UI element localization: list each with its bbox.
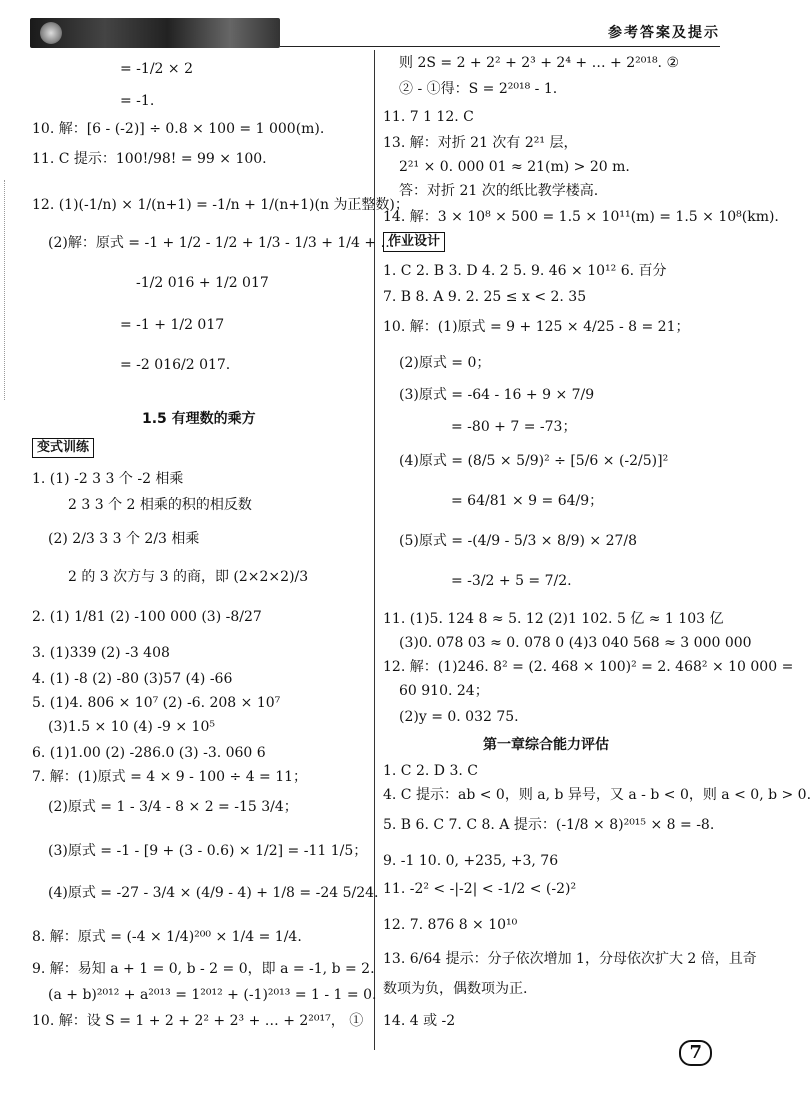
answer-line: = -1 + 1/2 017 xyxy=(120,317,225,333)
answer-line: (3)0. 078 03 ≈ 0. 078 0 (4)3 040 568 ≈ 3 000 000 xyxy=(399,635,752,651)
answer-line: 1. C 2. D 3. C xyxy=(383,763,478,779)
answer-line: 10. 解：(1)原式 = 9 + 125 × 4/25 - 8 = 21； xyxy=(383,319,690,335)
answer-line: 答：对折 21 次的纸比教学楼高. xyxy=(399,183,599,199)
answer-line: 1. (1) -2 3 3 个 -2 相乘 xyxy=(32,471,184,487)
section-label-box: 作业设计 xyxy=(383,232,445,252)
answer-line: 4. (1) -8 (2) -80 (3)57 (4) -66 xyxy=(32,671,233,687)
answer-line: 6. (1)1.00 (2) -286.0 (3) -3. 060 6 xyxy=(32,745,266,761)
answer-line: 14. 解：3 × 10⁸ × 500 = 1.5 × 10¹¹(m) = 1.5 × 10⁸(km). xyxy=(383,209,779,225)
answer-line: (a + b)²⁰¹² + a²⁰¹³ = 1²⁰¹² + (-1)²⁰¹³ = 1 - 1 = 0. xyxy=(48,987,377,1003)
answer-line: 7. B 8. A 9. 2. 25 ≤ x < 2. 35 xyxy=(383,289,587,305)
answer-line: 11. 7 1 12. C xyxy=(383,109,474,125)
answer-line: 2²¹ × 0. 000 01 ≈ 21(m) > 20 m. xyxy=(399,159,630,175)
answer-line: = -1/2 × 2 xyxy=(120,61,193,77)
answer-line: 5. B 6. C 7. C 8. A 提示：(-1/8 × 8)²⁰¹⁵ × 8 = -8. xyxy=(383,817,715,833)
header-banner-image xyxy=(30,18,280,48)
answer-line: (2) 2/3 3 3 个 2/3 相乘 xyxy=(48,531,200,547)
answer-line: 数项为负，偶数项为正. xyxy=(383,981,528,997)
answer-line: (3)原式 = -64 - 16 + 9 × 7/9 xyxy=(399,387,595,403)
answer-line: = -2 016/2 017. xyxy=(120,357,231,373)
header-rule xyxy=(280,46,720,47)
answer-line: 4. C 提示：ab < 0，则 a, b 异号，又 a - b < 0，则 a < 0, b > 0. xyxy=(383,787,811,803)
answer-line: 13. 解：对折 21 次有 2²¹ 层， xyxy=(383,135,578,151)
answer-line: 2 3 3 个 2 相乘的积的相反数 xyxy=(68,497,252,513)
answer-line: 则 2S = 2 + 2² + 2³ + 2⁴ + … + 2²⁰¹⁸. ② xyxy=(399,55,680,71)
answer-line: (2)原式 = 1 - 3/4 - 8 × 2 = -15 3/4； xyxy=(48,799,298,815)
answer-line: -1/2 016 + 1/2 017 xyxy=(136,275,269,291)
answer-line: 11. (1)5. 124 8 ≈ 5. 12 (2)1 102. 5 亿 ≈ 1 103 亿 xyxy=(383,611,724,627)
section-label-box: 变式训练 xyxy=(32,438,94,458)
answer-line: 3. (1)339 (2) -3 408 xyxy=(32,645,170,661)
answer-line: 2. (1) 1/81 (2) -100 000 (3) -8/27 xyxy=(32,609,262,625)
answer-line: 60 910. 24； xyxy=(399,683,489,699)
answer-line: = -3/2 + 5 = 7/2. xyxy=(451,573,572,589)
answer-line: = -80 + 7 = -73； xyxy=(451,419,577,435)
answer-line: 7. 解：(1)原式 = 4 × 9 - 100 ÷ 4 = 11； xyxy=(32,769,308,785)
answer-line: = -1. xyxy=(120,93,155,109)
answer-line: 10. 解：设 S = 1 + 2 + 2² + 2³ + … + 2²⁰¹⁷， ① xyxy=(32,1013,364,1029)
sun-icon xyxy=(40,22,62,44)
answer-line: 8. 解：原式 = (-4 × 1/4)²⁰⁰ × 1/4 = 1/4. xyxy=(32,929,302,945)
answer-line: 11. C 提示：100!/98! = 99 × 100. xyxy=(32,151,267,167)
answer-line: (5)原式 = -(4/9 - 5/3 × 8/9) × 27/8 xyxy=(399,533,638,549)
answer-line: 9. 解：易知 a + 1 = 0, b - 2 = 0，即 a = -1, b = 2. xyxy=(32,961,375,977)
header-title: 参考答案及提示 xyxy=(608,25,720,41)
answer-line: 1. C 2. B 3. D 4. 2 5. 9. 46 × 10¹² 6. 百分 xyxy=(383,263,667,279)
answer-line: 10. 解：[6 - (-2)] ÷ 0.8 × 100 = 1 000(m). xyxy=(32,121,325,137)
answer-line: (3)1.5 × 10 (4) -9 × 10⁵ xyxy=(48,719,215,735)
section-title: 第一章综合能力评估 xyxy=(483,737,609,753)
answer-line: (2)原式 = 0； xyxy=(399,355,491,371)
answer-line: (3)原式 = -1 - [9 + (3 - 0.6) × 1/2] = -11 1/5； xyxy=(48,843,368,859)
answer-line: (2)解：原式 = -1 + 1/2 - 1/2 + 1/3 - 1/3 + 1/4 + … xyxy=(48,235,395,251)
answer-line: 12. 解：(1)246. 8² = (2. 468 × 100)² = 2. 468² × 10 000 = xyxy=(383,659,794,675)
answer-line: 5. (1)4. 806 × 10⁷ (2) -6. 208 × 10⁷ xyxy=(32,695,281,711)
answer-line: 14. 4 或 -2 xyxy=(383,1013,456,1029)
answer-line: 12. (1)(-1/n) × 1/(n+1) = -1/n + 1/(n+1)(n 为正整数)； xyxy=(32,197,409,213)
page-number: 7 xyxy=(679,1040,712,1066)
answer-line: ② - ①得：S = 2²⁰¹⁸ - 1. xyxy=(399,81,558,97)
answer-line: 12. 7. 876 8 × 10¹⁰ xyxy=(383,917,518,933)
answer-line: 2 的 3 次方与 3 的商，即 (2×2×2)/3 xyxy=(68,569,309,585)
binding-margin xyxy=(4,180,13,400)
answer-line: = 64/81 × 9 = 64/9； xyxy=(451,493,604,509)
answer-line: 9. -1 10. 0, +235, +3, 76 xyxy=(383,853,559,869)
answer-line: (2)y = 0. 032 75. xyxy=(399,709,519,725)
section-title: 1.5 有理数的乘方 xyxy=(142,411,256,427)
answer-line: (4)原式 = -27 - 3/4 × (4/9 - 4) + 1/8 = -24 5/24. xyxy=(48,885,379,901)
answer-line: 11. -2² < -|-2| < -1/2 < (-2)² xyxy=(383,881,577,897)
answer-line: 13. 6/64 提示：分子依次增加 1，分母依次扩大 2 倍，且奇 xyxy=(383,951,757,967)
answer-line: (4)原式 = (8/5 × 5/9)² ÷ [5/6 × (-2/5)]² xyxy=(399,453,669,469)
